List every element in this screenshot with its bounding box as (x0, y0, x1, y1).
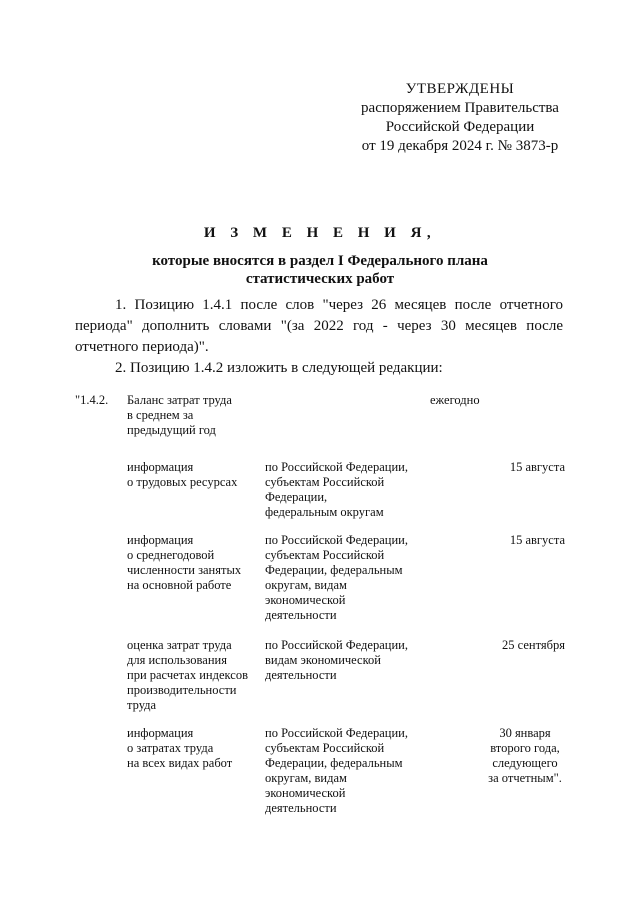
row-level: по Российской Федерации, субъектам Российской Федерации, федеральным округам, видам экономической деятельности (265, 726, 408, 815)
document-body (75, 295, 563, 379)
row-deadline: 25 сентября (502, 638, 565, 652)
plan-table (75, 393, 570, 826)
row-level: по Российской Федерации, видам экономической деятельности (265, 638, 408, 682)
title-sub-1: которые вносятся в раздел I Федерального плана (152, 253, 488, 269)
title-sub-2: статистических работ (245, 271, 395, 287)
row-frequency: ежегодно (430, 393, 480, 407)
row-deadline: 15 августа (509, 460, 565, 474)
row-name: информация о затратах труда на всех видах работ (127, 726, 233, 770)
table-row (75, 460, 570, 533)
paragraph-2: 2. Позицию 1.4.2 изложить в следующей редакции: (115, 360, 443, 376)
paragraph-1: 1. Позицию 1.4.1 после слов "через 26 месяцев после отчетного периода" дополнить словами "(за 2022 год - через 30 месяцев после отчетного периода)". (75, 297, 563, 355)
row-deadline: 15 августа (509, 533, 565, 547)
table-row (75, 726, 570, 826)
approval-line-1: распоряжением Правительства (361, 100, 559, 116)
row-level: по Российской Федерации, субъектам Российской Федерации, федеральным округам (265, 460, 408, 519)
row-name: Баланс затрат труда в среднем за предыдущий год (127, 393, 232, 437)
table-row (75, 638, 570, 726)
approval-line-2: Российской Федерации (385, 119, 535, 135)
row-name: информация о трудовых ресурсах (127, 460, 238, 489)
approval-line-3: от 19 декабря 2024 г. № 3873-р (361, 138, 559, 154)
document-title (0, 225, 640, 288)
row-name: оценка затрат труда для использования при расчетах индексов производительности труда (127, 638, 248, 712)
row-name: информация о среднегодовой численности занятых на основной работе (127, 533, 242, 592)
table-row (75, 533, 570, 638)
table-row (75, 393, 570, 460)
row-level: по Российской Федерации, субъектам Российской Федерации, федеральным округам, видам экономической деятельности (265, 533, 408, 622)
position-number: "1.4.2. (75, 393, 109, 407)
approval-heading: УТВЕРЖДЕНЫ (405, 81, 515, 97)
approval-stamp (340, 80, 580, 156)
row-deadline: 30 января второго года, следующего за отчетным". (488, 726, 562, 785)
title-main: И З М Е Н Е Н И Я, (203, 225, 437, 241)
